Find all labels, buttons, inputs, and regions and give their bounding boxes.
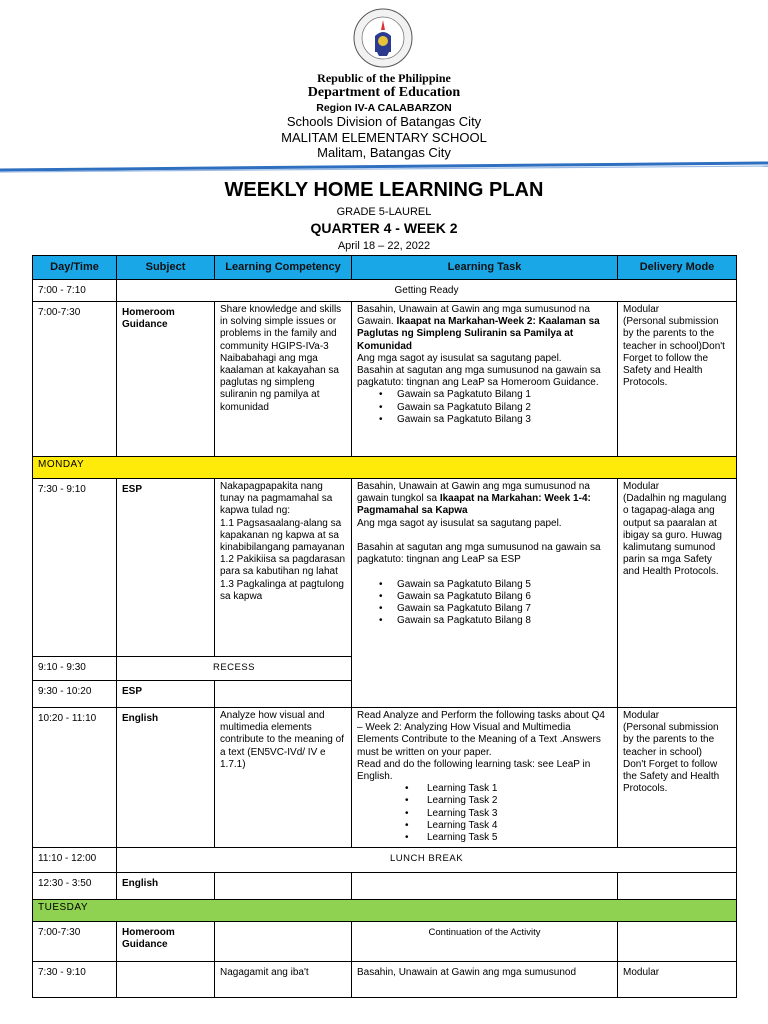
- activity-cell: LUNCH BREAK: [117, 848, 737, 873]
- department-line: Department of Education: [307, 85, 461, 100]
- task-instruction: Basahin at sagutan ang mga sumusunod na gawain sa pagkatuto: tingnan ang LeaP sa Homeroom Guidance.: [357, 364, 601, 389]
- task-cell: [352, 302, 618, 457]
- time-cell: 7:00-7:30: [33, 302, 117, 457]
- column-header: Day/Time: [33, 256, 117, 280]
- activity-cell: RECESS: [117, 657, 352, 681]
- task-instruction: Read Analyze and Perform the following tasks about Q4 – Week 2: Analyzing How Visual and Multimedia Elements Contribute to the Meaning of a Text .Answers must be written on your paper. Read and do the following learning task: see LeaP in English.: [357, 710, 605, 782]
- subject-cell: ESP: [117, 479, 215, 657]
- task-list: [357, 783, 612, 844]
- competency-cell: Share knowledge and skills in solving simple issues or problems in the family and community HGIPS-IVa-3 Naibabahagi ang mga kaalaman at kakayahan sa paglutas ng simpleng suliranin ng pamilya at komunidad: [215, 302, 352, 457]
- table-row: [33, 302, 737, 457]
- day-row-tuesday: [33, 900, 737, 922]
- delivery-mode-cell: Modular: [618, 962, 737, 998]
- column-header: Subject: [117, 256, 215, 280]
- list-item: • Learning Task 5: [427, 832, 612, 844]
- date-range: April 18 – 22, 2022: [337, 240, 431, 252]
- table-row: [33, 848, 737, 873]
- list-item: • Learning Task 4: [427, 820, 612, 832]
- time-cell: 7:00-7:30: [33, 922, 117, 962]
- task-list: [357, 389, 612, 426]
- plan-title: WEEKLY HOME LEARNING PLAN: [224, 179, 544, 201]
- table-row: [33, 873, 737, 900]
- list-item: • Gawain sa Pagkatuto Bilang 5: [397, 579, 612, 591]
- subject-cell: English: [117, 873, 215, 900]
- task-cell: Continuation of the Activity: [352, 922, 618, 962]
- list-item: • Gawain sa Pagkatuto Bilang 3: [397, 414, 612, 426]
- table-row: [33, 280, 737, 302]
- list-item: • Gawain sa Pagkatuto Bilang 8: [397, 615, 612, 627]
- list-item: • Gawain sa Pagkatuto Bilang 7: [397, 603, 612, 615]
- deped-seal-icon: [353, 8, 413, 68]
- task-intro: Basahin, Unawain at Gawin ang mga sumusunod na gawain tungkol sa: [357, 481, 590, 505]
- table-row: [33, 708, 737, 848]
- time-cell: 9:10 - 9:30: [33, 657, 117, 681]
- competency-cell: Nagagamit ang iba't: [215, 962, 352, 998]
- grade-label: GRADE 5-LAUREL: [336, 206, 432, 218]
- republic-line: Republic of the Philippine: [317, 71, 451, 85]
- table-row: [33, 922, 737, 962]
- region-line: Region IV-A CALABARZON: [316, 102, 452, 114]
- quarter-label: QUARTER 4 - WEEK 2: [310, 220, 458, 236]
- list-item: • Learning Task 1: [427, 783, 612, 795]
- time-cell: 7:00 - 7:10: [33, 280, 117, 302]
- delivery-mode-cell: Modular (Personal submission by the parents to the teacher in school)Don't Forget to follow the Safety and Health Protocols.: [618, 302, 737, 457]
- competency-cell: [215, 681, 352, 708]
- column-header: Learning Task: [352, 256, 618, 280]
- time-cell: 12:30 - 3:50: [33, 873, 117, 900]
- delivery-mode-cell: Modular (Personal submission by the parents to the teacher in school) Don't Forget to follow the Safety and Health Protocols.: [618, 708, 737, 848]
- time-cell: 7:30 - 9:10: [33, 962, 117, 998]
- letterhead: [0, 0, 768, 175]
- list-item: • Learning Task 3: [427, 808, 612, 820]
- task-note: Ang mga sagot ay isusulat sa sagutang papel.: [357, 517, 562, 529]
- activity-cell: Getting Ready: [117, 280, 737, 302]
- day-label: TUESDAY: [33, 900, 737, 922]
- column-header: Learning Competency: [215, 256, 352, 280]
- task-list: [357, 579, 612, 628]
- task-heading: Ikaapat na Markahan-Week 2: Kaalaman sa Paglutas ng Simpleng Suliranin sa Pamilya at Komunidad: [357, 316, 600, 352]
- list-item: • Learning Task 2: [427, 795, 612, 807]
- task-cell: Basahin, Unawain at Gawin ang mga sumusunod: [352, 962, 618, 998]
- list-item: • Gawain sa Pagkatuto Bilang 2: [397, 402, 612, 414]
- competency-cell: Nakapagpapakita nang tunay na pagmamahal sa kapwa tulad ng: 1.1 Pagsasaalang-alang sa kapakanan ng kapwa at sa kinabibilangang pamayanan 1.2 Pakikiisa sa pagdarasan para sa kabutihan ng lahat 1.3 Pagkalinga at pagtulong sa kapwa: [215, 479, 352, 657]
- learning-plan-table: [32, 255, 737, 998]
- day-row-monday: [33, 457, 737, 479]
- subject-cell: Homeroom Guidance: [117, 302, 215, 457]
- task-cell: [352, 681, 618, 708]
- address-line: Malitam, Batangas City: [317, 145, 451, 160]
- competency-cell: Analyze how visual and multimedia elements contribute to the meaning of a text (EN5VC-IVd/ IV e 1.7.1): [215, 708, 352, 848]
- division-line: Schools Division of Batangas City: [286, 114, 482, 129]
- time-cell: 10:20 - 11:10: [33, 708, 117, 848]
- subject-cell: English: [117, 708, 215, 848]
- table-row: [33, 962, 737, 998]
- header-divider: [0, 160, 768, 174]
- subject-cell: ESP: [117, 681, 215, 708]
- school-line: MALITAM ELEMENTARY SCHOOL: [281, 130, 487, 145]
- column-header: Delivery Mode: [618, 256, 737, 280]
- task-heading: Ikaapat na Markahan: Week 1-4: Pagmamahal sa Kapwa: [357, 493, 591, 517]
- task-cell: [352, 708, 618, 848]
- task-instruction: Basahin at sagutan ang mga sumusunod na gawain sa pagkatuto: tingnan ang LeaP sa ESP: [357, 541, 601, 566]
- task-cell: [352, 479, 618, 681]
- table-header-row: [33, 256, 737, 280]
- time-cell: 7:30 - 9:10: [33, 479, 117, 657]
- list-item: • Gawain sa Pagkatuto Bilang 6: [397, 591, 612, 603]
- delivery-mode-cell: Modular (Dadalhin ng magulang o tagapag-alaga ang output sa paaralan at ibigay sa guro. Huwag kalimutang sumunod parin sa mga Safety and Health Protocols.: [618, 479, 737, 708]
- time-cell: 11:10 - 12:00: [33, 848, 117, 873]
- task-note: Ang mga sagot ay isusulat sa sagutang papel.: [357, 352, 562, 364]
- list-item: • Gawain sa Pagkatuto Bilang 1: [397, 389, 612, 401]
- time-cell: 9:30 - 10:20: [33, 681, 117, 708]
- task-intro: Basahin, Unawain at Gawin ang mga sumusunod na Gawain.: [357, 304, 590, 328]
- subject-cell: Homeroom Guidance: [117, 922, 215, 962]
- day-label: MONDAY: [33, 457, 737, 479]
- table-row: [33, 479, 737, 657]
